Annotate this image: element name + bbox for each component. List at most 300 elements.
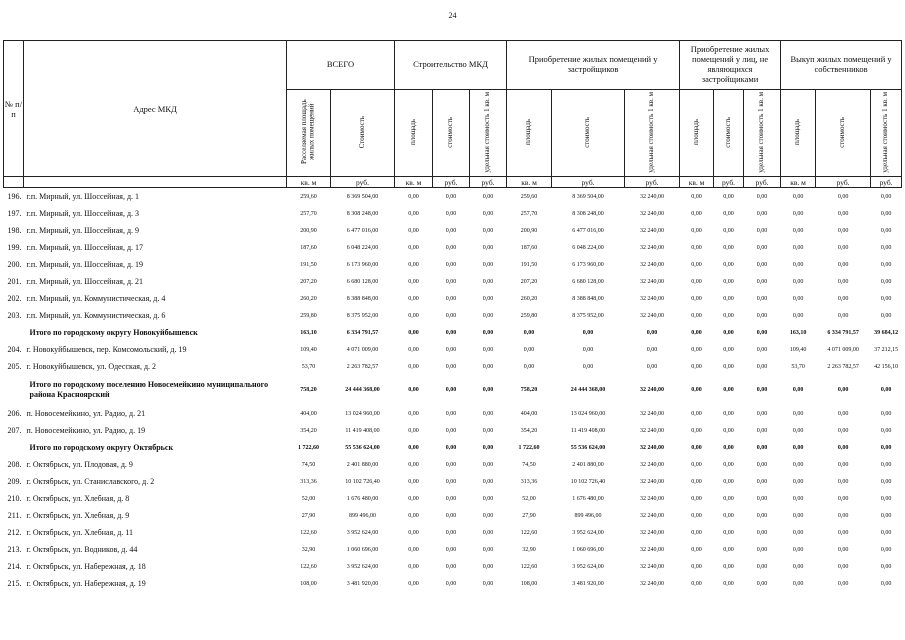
value-cell: 32 240,00 <box>640 444 665 451</box>
value-cell: 55 536 624,00 <box>570 444 606 451</box>
value-cell: 0,00 <box>691 546 702 553</box>
value-cell: 6 477 016,00 <box>346 227 379 234</box>
value-cell: 122,60 <box>300 563 317 570</box>
value-cell: 52,00 <box>301 495 316 502</box>
row-number: 204. <box>7 345 22 354</box>
value-cell: 0,00 <box>482 227 494 234</box>
value-cell: 313,36 <box>300 478 317 485</box>
unit-cell: руб. <box>433 177 470 188</box>
value-cell: 0,00 <box>445 563 457 570</box>
value-cell: 32 240,00 <box>640 278 665 285</box>
value-cell: 122,60 <box>300 529 317 536</box>
value-cell: 0,00 <box>880 461 892 468</box>
value-cell: 0,00 <box>582 346 594 353</box>
value-cell: 0,00 <box>837 193 849 200</box>
value-cell: 32 240,00 <box>640 410 665 417</box>
table-row <box>4 307 902 324</box>
value-cell: 0,00 <box>792 261 804 268</box>
value-cell: 0,00 <box>756 546 768 553</box>
value-cell: 3 952 624,00 <box>346 529 379 536</box>
value-cell: 0,00 <box>880 546 892 553</box>
table-row <box>4 222 902 239</box>
value-cell: 0,00 <box>880 210 892 217</box>
row-address: г. Новокуйбышевск, пер. Комсомольский, д. 19 <box>26 345 187 354</box>
value-cell: 0,00 <box>723 427 734 434</box>
value-cell: 0,00 <box>482 261 494 268</box>
value-cell: 0,00 <box>723 410 734 417</box>
value-cell: 0,00 <box>408 495 419 502</box>
value-cell: 6 680 128,00 <box>346 278 379 285</box>
row-number: 213. <box>7 545 22 554</box>
subcolumn-label: удельная стоимость 1 кв. м <box>483 91 492 173</box>
subcolumn-label: стоимость <box>723 116 732 148</box>
value-cell: 0,00 <box>792 387 804 393</box>
value-cell: 24 444 368,00 <box>570 387 606 393</box>
header-num: № п/п <box>4 41 24 177</box>
value-cell: 2 401 880,00 <box>572 461 604 468</box>
value-cell: 0,00 <box>837 478 849 485</box>
subcolumn-header <box>287 90 331 177</box>
value-cell: 24 444 368,00 <box>345 387 380 393</box>
table-row <box>4 205 902 222</box>
value-cell: 0,00 <box>482 346 494 353</box>
value-cell: 260,20 <box>300 295 317 302</box>
value-cell: 0,00 <box>756 444 768 451</box>
value-cell: 32 240,00 <box>640 193 665 200</box>
value-cell: 0,00 <box>880 427 892 434</box>
value-cell: 3 481 920,00 <box>346 580 379 587</box>
value-cell: 0,00 <box>691 461 702 468</box>
unit-cell: руб. <box>331 177 395 188</box>
value-cell: 6 048 224,00 <box>346 244 379 251</box>
value-cell: 0,00 <box>691 261 702 268</box>
value-cell: 10 102 726,40 <box>345 478 380 485</box>
row-address: г. Октябрьск, ул. Набережная, д. 18 <box>26 562 146 571</box>
total-row <box>4 439 902 456</box>
value-cell: 32 240,00 <box>640 580 665 587</box>
value-cell: 0,00 <box>408 580 419 587</box>
unit-cell: руб. <box>470 177 507 188</box>
row-address: г. Октябрьск, ул. Водников, д. 44 <box>26 545 138 554</box>
value-cell: 0,00 <box>756 410 768 417</box>
value-cell: 4 071 009,00 <box>346 346 379 353</box>
row-number: 211. <box>7 511 22 520</box>
row-number: 209. <box>7 477 22 486</box>
value-cell: 53,70 <box>301 363 316 370</box>
value-cell: 260,20 <box>520 295 538 302</box>
value-cell: 191,50 <box>300 261 317 268</box>
value-cell: 0,00 <box>792 580 804 587</box>
value-cell: 0,00 <box>691 295 702 302</box>
value-cell: 0,00 <box>482 427 494 434</box>
row-number: 203. <box>7 311 22 320</box>
value-cell: 0,00 <box>723 580 734 587</box>
value-cell: 0,00 <box>482 512 494 519</box>
value-cell: 0,00 <box>445 363 457 370</box>
value-cell: 0,00 <box>792 210 804 217</box>
row-address: г.п. Мирный, ул. Шоссейная, д. 9 <box>26 226 140 235</box>
value-cell: 0,00 <box>792 278 804 285</box>
value-cell: 0,00 <box>646 346 658 353</box>
value-cell: 0,00 <box>691 244 702 251</box>
value-cell: 0,00 <box>408 410 419 417</box>
value-cell: 32 240,00 <box>640 461 665 468</box>
table-row <box>4 256 902 273</box>
subcolumn-header <box>433 90 470 177</box>
value-cell: 6 173 960,00 <box>346 261 379 268</box>
value-cell: 404,00 <box>520 410 538 417</box>
value-cell: 0,00 <box>723 346 734 353</box>
value-cell: 0,00 <box>756 329 768 336</box>
value-cell: 0,00 <box>482 461 494 468</box>
value-cell: 3 952 624,00 <box>572 529 604 536</box>
table-row <box>4 541 902 558</box>
value-cell: 32 240,00 <box>640 295 665 302</box>
value-cell: 0,00 <box>445 312 457 319</box>
value-cell: 0,00 <box>756 312 768 319</box>
value-cell: 0,00 <box>691 427 702 434</box>
value-cell: 0,00 <box>408 329 419 336</box>
value-cell: 8 369 504,00 <box>346 193 379 200</box>
value-cell: 0,00 <box>837 563 849 570</box>
value-cell: 0,00 <box>756 227 768 234</box>
value-cell: 1 722,60 <box>518 444 540 451</box>
value-cell: 0,00 <box>408 478 419 485</box>
value-cell: 0,00 <box>792 427 804 434</box>
value-cell: 8 308 248,00 <box>346 210 379 217</box>
value-cell: 0,00 <box>445 410 457 417</box>
value-cell: 0,00 <box>880 387 892 393</box>
subcolumn-header <box>816 90 871 177</box>
value-cell: 0,00 <box>482 193 494 200</box>
value-cell: 0,00 <box>408 312 419 319</box>
subcolumn-label: площадь <box>691 119 700 145</box>
value-cell: 0,00 <box>408 427 419 434</box>
value-cell: 0,00 <box>723 261 734 268</box>
value-cell: 1 676 480,00 <box>572 495 604 502</box>
subcolumn-header <box>395 90 433 177</box>
value-cell: 0,00 <box>792 295 804 302</box>
value-cell: 0,00 <box>408 295 419 302</box>
value-cell: 32,90 <box>522 546 536 553</box>
row-number: 201. <box>7 277 22 286</box>
row-address: п. Новосемейкино, ул. Радио, д. 21 <box>26 409 146 418</box>
row-address: г.п. Мирный, ул. Шоссейная, д. 3 <box>26 209 140 218</box>
value-cell: 0,00 <box>837 295 849 302</box>
value-cell: 0,00 <box>880 295 892 302</box>
row-address: Итого по городскому поселению Новосемейкино муниципального района Красноярский <box>29 380 269 399</box>
value-cell: 0,00 <box>408 512 419 519</box>
row-address: г. Октябрьск, ул. Хлебная, д. 8 <box>26 494 130 503</box>
value-cell: 163,10 <box>300 329 317 336</box>
value-cell: 3 952 624,00 <box>346 563 379 570</box>
value-cell: 0,00 <box>792 461 804 468</box>
table-row <box>4 558 902 575</box>
value-cell: 0,00 <box>837 244 849 251</box>
header-group-owners: Выкуп жилых помещений у собственников <box>781 41 902 90</box>
subcolumn-label: удельная стоимость 1 кв. м <box>647 91 656 173</box>
row-number: 212. <box>7 528 22 537</box>
value-cell: 0,00 <box>837 210 849 217</box>
value-cell: 0,00 <box>482 363 494 370</box>
value-cell: 0,00 <box>792 227 804 234</box>
value-cell: 0,00 <box>408 278 419 285</box>
value-cell: 0,00 <box>723 244 734 251</box>
value-cell: 0,00 <box>837 278 849 285</box>
unit-cell: кв. м <box>680 177 714 188</box>
value-cell: 0,00 <box>723 295 734 302</box>
value-cell: 163,10 <box>789 329 807 336</box>
value-cell: 259,60 <box>300 193 317 200</box>
value-cell: 0,00 <box>445 193 457 200</box>
row-address: г. Октябрьск, ул. Хлебная, д. 11 <box>26 528 133 537</box>
subcolumn-label: стоимость <box>446 116 455 148</box>
value-cell: 0,00 <box>408 461 419 468</box>
subcolumn-header <box>470 90 507 177</box>
value-cell: 32 240,00 <box>640 478 665 485</box>
subcolumn-header <box>552 90 625 177</box>
value-cell: 0,00 <box>792 193 804 200</box>
subcolumn-label: удельная стоимость 1 кв. м <box>757 91 766 173</box>
value-cell: 0,00 <box>880 278 892 285</box>
value-cell: 0,00 <box>691 444 702 451</box>
value-cell: 0,00 <box>691 529 702 536</box>
value-cell: 0,00 <box>792 312 804 319</box>
row-number: 207. <box>7 426 22 435</box>
value-cell: 0,00 <box>445 461 457 468</box>
value-cell: 0,00 <box>445 227 457 234</box>
unit-cell-empty <box>24 177 287 188</box>
value-cell: 0,00 <box>408 193 419 200</box>
value-cell: 0,00 <box>723 512 734 519</box>
row-number <box>4 439 24 456</box>
value-cell: 0,00 <box>646 329 658 336</box>
page-number: 24 <box>448 11 457 20</box>
value-cell: 0,00 <box>756 193 768 200</box>
value-cell: 187,60 <box>300 244 317 251</box>
value-cell: 0,00 <box>756 427 768 434</box>
value-cell: 758,20 <box>300 387 317 393</box>
subcolumn-label: площадь <box>524 119 533 145</box>
value-cell: 122,60 <box>520 529 538 536</box>
unit-cell: руб. <box>714 177 744 188</box>
value-cell: 0,00 <box>723 278 734 285</box>
value-cell: 0,00 <box>482 444 494 451</box>
value-cell: 0,00 <box>837 461 849 468</box>
value-cell: 0,00 <box>408 529 419 536</box>
row-number: 200. <box>7 260 22 269</box>
value-cell: 0,00 <box>723 529 734 536</box>
value-cell: 0,00 <box>445 210 457 217</box>
subcolumn-label: Расселяемая площадь жилых помещений <box>300 99 316 165</box>
row-address: Итого по городскому округу Октябрьск <box>29 443 174 452</box>
value-cell: 0,00 <box>482 410 494 417</box>
value-cell: 1 676 480,00 <box>346 495 379 502</box>
value-cell: 0,00 <box>880 512 892 519</box>
row-address: г.п. Мирный, ул. Шоссейная, д. 17 <box>26 243 144 252</box>
value-cell: 0,00 <box>756 210 768 217</box>
table-row <box>4 575 902 592</box>
value-cell: 8 388 848,00 <box>346 295 379 302</box>
row-address: г. Октябрьск, ул. Набережная, д. 19 <box>26 579 146 588</box>
row-address: г.п. Мирный, ул. Шоссейная, д. 1 <box>26 192 140 201</box>
value-cell: 32 240,00 <box>640 261 665 268</box>
value-cell: 0,00 <box>523 329 535 336</box>
value-cell: 0,00 <box>792 512 804 519</box>
value-cell: 0,00 <box>837 312 849 319</box>
unit-cell: руб. <box>625 177 680 188</box>
value-cell: 8 375 952,00 <box>572 312 604 319</box>
value-cell: 899 496,00 <box>574 512 602 519</box>
value-cell: 0,00 <box>880 312 892 319</box>
table-row <box>4 473 902 490</box>
subcolumn-header <box>714 90 744 177</box>
value-cell: 0,00 <box>756 563 768 570</box>
value-cell: 6 680 128,00 <box>572 278 604 285</box>
value-cell: 32 240,00 <box>640 512 665 519</box>
value-cell: 0,00 <box>691 478 702 485</box>
row-address: г.п. Мирный, ул. Шоссейная, д. 19 <box>26 260 144 269</box>
value-cell: 0,00 <box>880 529 892 536</box>
subcolumn-header <box>507 90 552 177</box>
value-cell: 0,00 <box>408 261 419 268</box>
value-cell: 259,80 <box>520 312 538 319</box>
value-cell: 0,00 <box>445 580 457 587</box>
value-cell: 0,00 <box>445 427 457 434</box>
value-cell: 0,00 <box>408 227 419 234</box>
value-cell: 0,00 <box>691 387 702 393</box>
row-number: 206. <box>7 409 22 418</box>
value-cell: 0,00 <box>880 261 892 268</box>
value-cell: 0,00 <box>523 363 535 370</box>
table-row <box>4 456 902 473</box>
value-cell: 0,00 <box>445 546 457 553</box>
value-cell: 0,00 <box>408 546 419 553</box>
value-cell: 0,00 <box>482 546 494 553</box>
value-cell: 1 060 696,00 <box>346 546 379 553</box>
subcolumn-label: стоимость <box>583 116 592 148</box>
value-cell: 2 263 782,57 <box>827 363 859 370</box>
value-cell: 1 722,60 <box>298 444 319 451</box>
value-cell: 0,00 <box>691 193 702 200</box>
value-cell: 8 369 504,00 <box>572 193 604 200</box>
value-cell: 108,00 <box>520 580 538 587</box>
value-cell: 0,00 <box>837 444 849 451</box>
row-number: 208. <box>7 460 22 469</box>
value-cell: 0,00 <box>691 329 702 336</box>
value-cell: 354,20 <box>300 427 317 434</box>
value-cell: 200,90 <box>300 227 317 234</box>
row-number <box>4 375 24 405</box>
value-cell: 13 024 960,00 <box>345 410 380 417</box>
value-cell: 0,00 <box>880 444 892 451</box>
value-cell: 53,70 <box>791 363 805 370</box>
unit-cell: кв. м <box>781 177 816 188</box>
value-cell: 0,00 <box>756 346 768 353</box>
table-row <box>4 239 902 256</box>
value-cell: 0,00 <box>837 427 849 434</box>
value-cell: 0,00 <box>837 546 849 553</box>
value-cell: 0,00 <box>723 329 734 336</box>
value-cell: 2 263 782,57 <box>346 363 379 370</box>
value-cell: 207,20 <box>300 278 317 285</box>
value-cell: 0,00 <box>482 312 494 319</box>
unit-cell: кв. м <box>395 177 433 188</box>
value-cell: 32,90 <box>301 546 316 553</box>
value-cell: 0,00 <box>756 529 768 536</box>
table-row <box>4 358 902 375</box>
value-cell: 32 240,00 <box>640 227 665 234</box>
value-cell: 0,00 <box>408 363 419 370</box>
row-address: г.п. Мирный, ул. Шоссейная, д. 21 <box>26 277 144 286</box>
value-cell: 0,00 <box>880 580 892 587</box>
value-cell: 0,00 <box>691 363 702 370</box>
row-number: 214. <box>7 562 22 571</box>
value-cell: 0,00 <box>523 346 535 353</box>
value-cell: 10 102 726,40 <box>570 478 606 485</box>
value-cell: 6 334 791,57 <box>346 329 379 336</box>
value-cell: 0,00 <box>691 495 702 502</box>
row-address: г. Новокуйбышевск, ул. Одесская, д. 2 <box>26 362 157 371</box>
subcolumn-label: стоимость <box>838 116 847 148</box>
value-cell: 0,00 <box>482 387 494 393</box>
value-cell: 404,00 <box>300 410 317 417</box>
value-cell: 0,00 <box>880 478 892 485</box>
value-cell: 0,00 <box>445 346 457 353</box>
value-cell: 0,00 <box>691 312 702 319</box>
value-cell: 108,00 <box>300 580 317 587</box>
unit-cell: кв. м <box>287 177 331 188</box>
subcolumn-label: площадь <box>793 119 802 145</box>
value-cell: 0,00 <box>837 410 849 417</box>
value-cell: 0,00 <box>756 512 768 519</box>
value-cell: 0,00 <box>482 529 494 536</box>
value-cell: 0,00 <box>792 563 804 570</box>
value-cell: 0,00 <box>837 580 849 587</box>
value-cell: 0,00 <box>445 244 457 251</box>
value-cell: 3 952 624,00 <box>572 563 604 570</box>
row-number: 210. <box>7 494 22 503</box>
value-cell: 0,00 <box>723 478 734 485</box>
value-cell: 0,00 <box>691 563 702 570</box>
value-cell: 39 684,12 <box>874 329 899 336</box>
value-cell: 0,00 <box>723 563 734 570</box>
value-cell: 0,00 <box>482 295 494 302</box>
subcolumn-header <box>331 90 395 177</box>
value-cell: 257,70 <box>520 210 538 217</box>
value-cell: 0,00 <box>756 278 768 285</box>
value-cell: 0,00 <box>691 210 702 217</box>
table-header <box>4 41 902 177</box>
row-number: 196. <box>7 192 22 201</box>
value-cell: 899 496,00 <box>349 512 376 519</box>
value-cell: 0,00 <box>445 261 457 268</box>
value-cell: 32 240,00 <box>640 495 665 502</box>
value-cell: 0,00 <box>646 363 658 370</box>
value-cell: 0,00 <box>723 444 734 451</box>
value-cell: 0,00 <box>792 410 804 417</box>
value-cell: 11 419 408,00 <box>570 427 606 434</box>
value-cell: 0,00 <box>723 546 734 553</box>
value-cell: 0,00 <box>445 278 457 285</box>
resettlement-table <box>3 40 902 592</box>
value-cell: 0,00 <box>723 312 734 319</box>
value-cell: 207,20 <box>520 278 538 285</box>
header-group-developers: Приобретение жилых помещений у застройщиков <box>507 41 680 90</box>
value-cell: 0,00 <box>756 495 768 502</box>
value-cell: 0,00 <box>756 387 768 393</box>
value-cell: 758,20 <box>520 387 538 393</box>
